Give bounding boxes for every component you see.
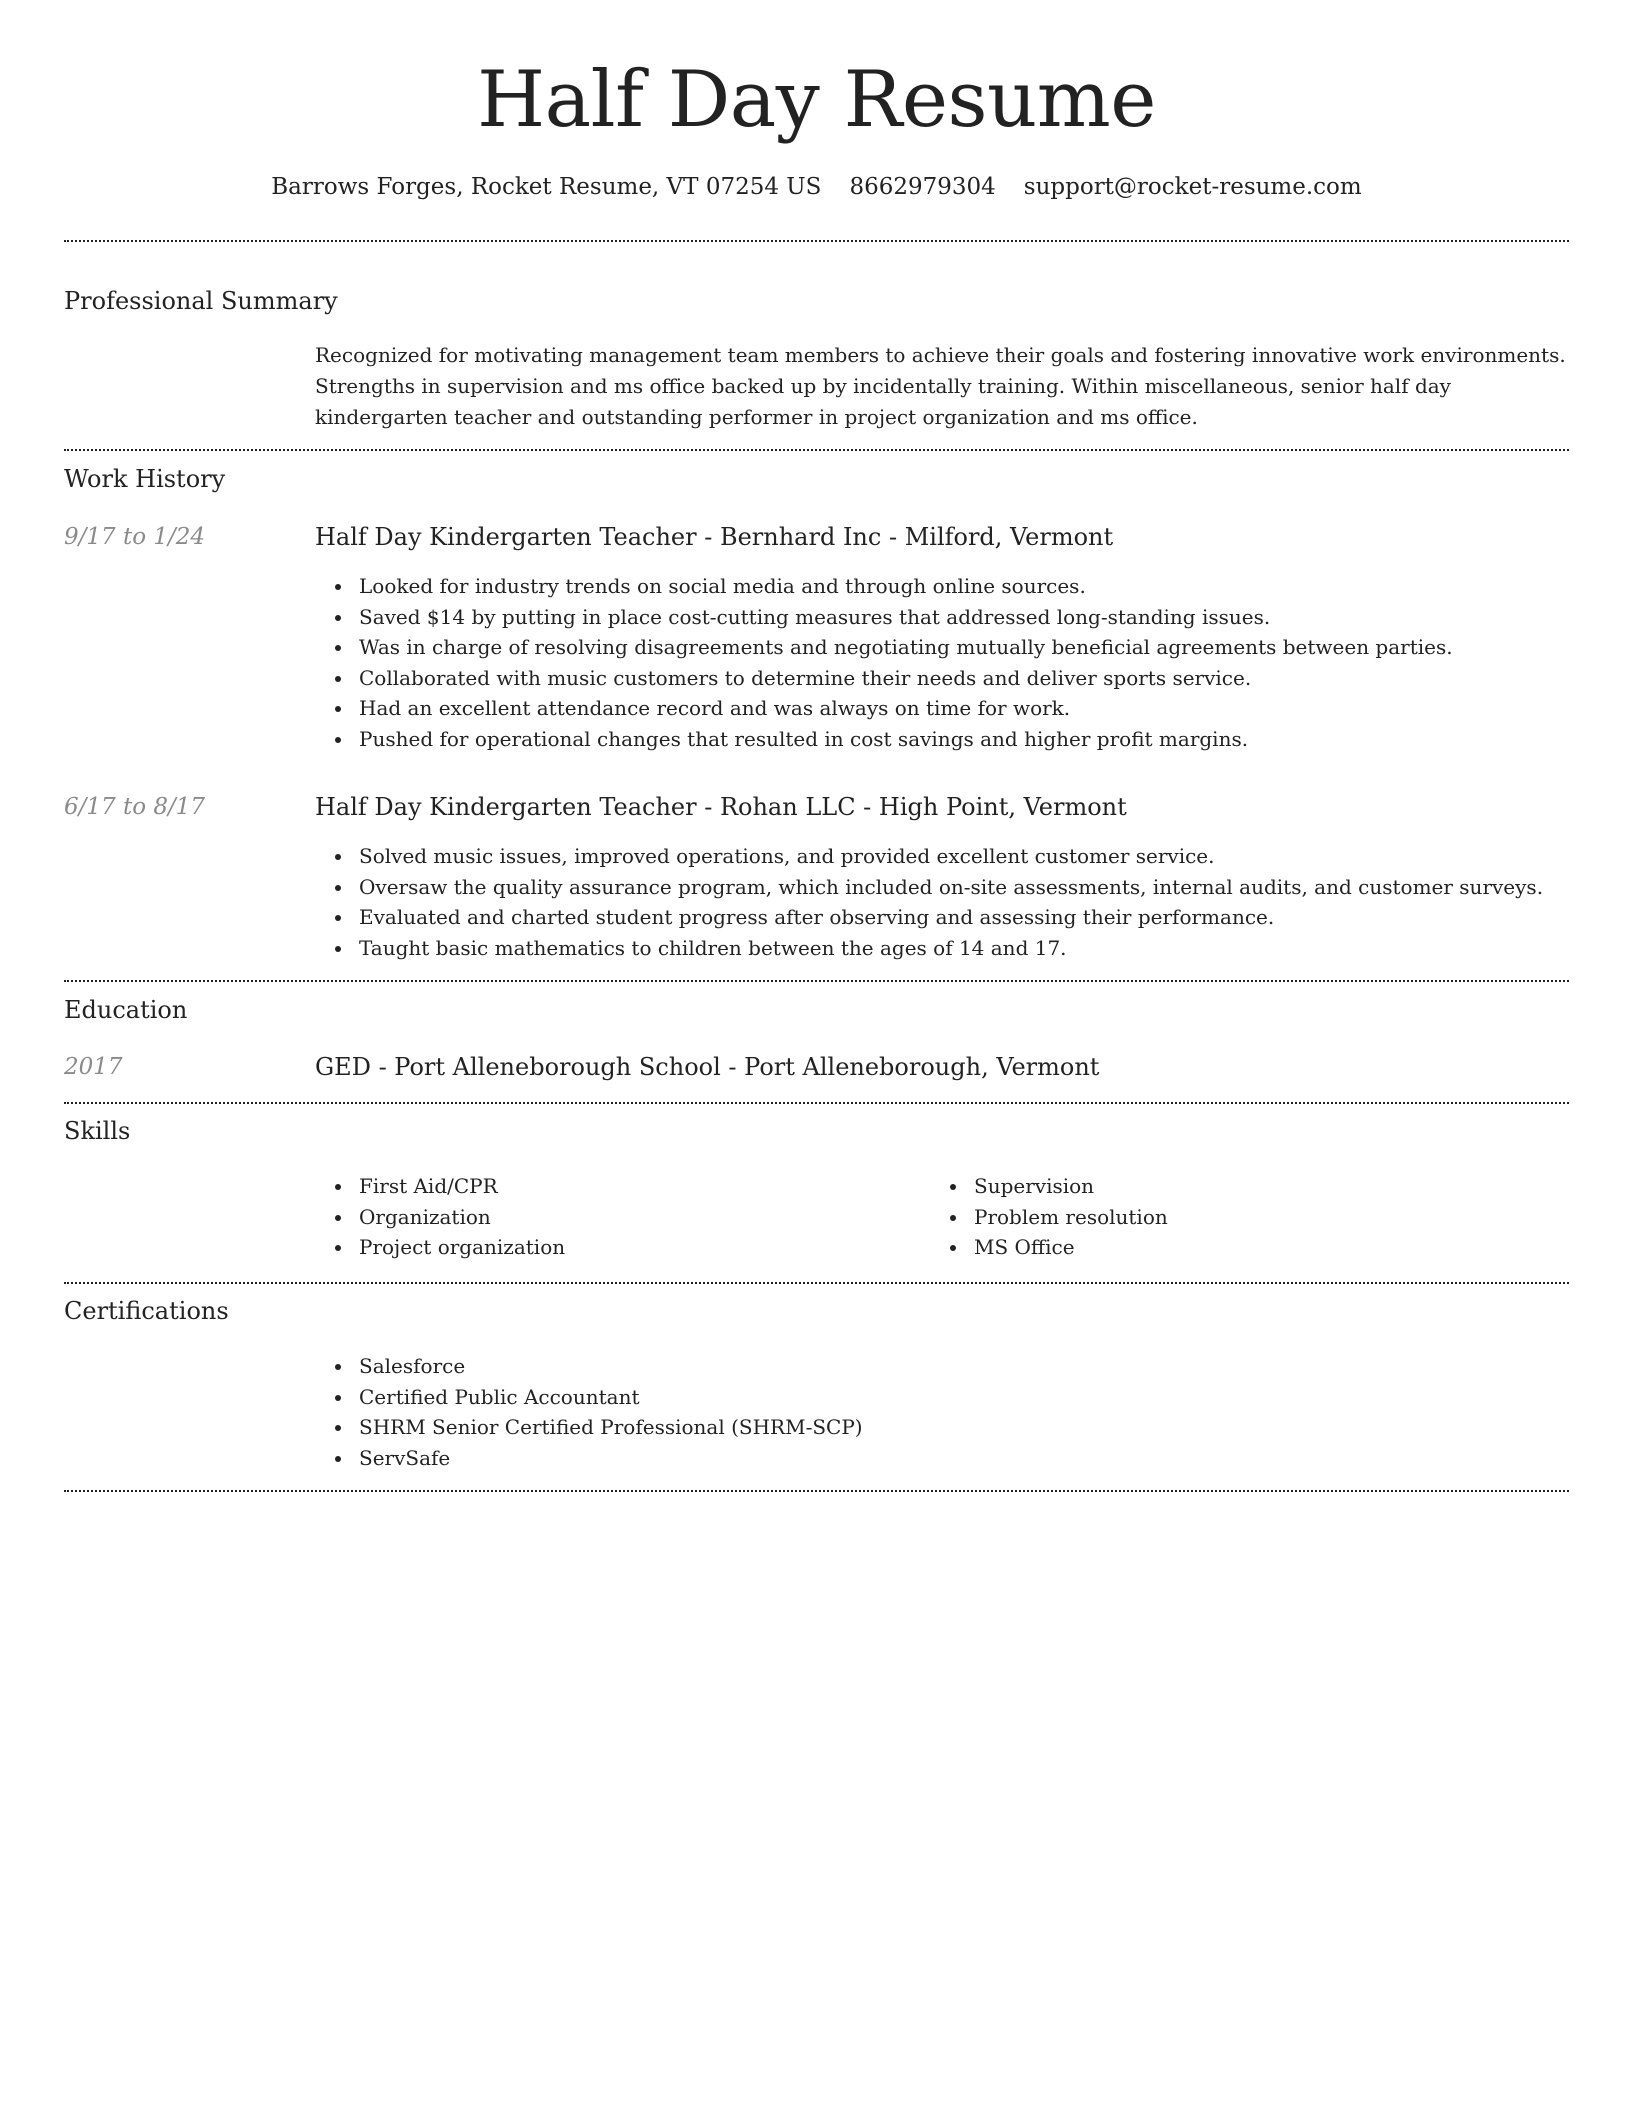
section-heading-skills: Skills [64,1117,131,1145]
job-bullet: Pushed for operational changes that resulted in cost savings and higher profit margins. [315,724,1453,755]
section-divider [64,240,1569,242]
section-divider [64,449,1569,451]
job-title: Half Day Kindergarten Teacher - Bernhard Inc - Milford, Vermont [315,523,1114,551]
certification-item: ServSafe [315,1443,863,1474]
certification-item: Salesforce [315,1351,863,1382]
candidate-name: Half Day Resume [477,55,1156,145]
job-bullet: Saved $14 by putting in place cost-cutting measures that addressed long-standing issues. [315,602,1453,633]
certification-item: SHRM Senior Certified Professional (SHRM-SCP) [315,1412,863,1443]
contact-line [64,170,1569,204]
skill-item: Project organization [315,1232,565,1263]
skill-item: MS Office [930,1232,1168,1263]
job-title: Half Day Kindergarten Teacher - Rohan LLC - High Point, Vermont [315,793,1127,821]
contact-phone: 8662979304 [849,174,996,200]
job-bullet-list [315,841,1543,963]
section-divider [64,1102,1569,1104]
section-divider [64,1490,1569,1492]
summary-text: Recognized for motivating management team members to achieve their goals and fostering innovative work environments. Strengths in supervision and ms office backed up by incidentally training. Within miscellaneous, senior half day kindergarten teacher and outstanding performer in project organization and ms office. [315,343,1566,429]
section-heading-summary: Professional Summary [64,287,338,315]
education-year: 2017 [64,1054,123,1080]
job-bullet: Was in charge of resolving disagreements and negotiating mutually beneficial agreements between parties. [315,632,1453,663]
certifications-list [315,1351,863,1473]
job-bullet: Taught basic mathematics to children between the ages of 14 and 17. [315,933,1543,964]
job-bullet: Looked for industry trends on social media and through online sources. [315,571,1453,602]
section-divider [64,1282,1569,1284]
skill-item: Supervision [930,1171,1168,1202]
job-dates: 9/17 to 1/24 [64,524,206,550]
skill-item: Problem resolution [930,1202,1168,1233]
job-bullet: Solved music issues, improved operations, and provided excellent customer service. [315,841,1543,872]
job-dates: 6/17 to 8/17 [64,794,206,820]
section-heading-work-history: Work History [64,465,226,493]
job-bullet: Evaluated and charted student progress after observing and assessing their performance. [315,902,1543,933]
job-bullet-list [315,571,1453,754]
skills-list-right [930,1171,1168,1263]
skill-item: First Aid/CPR [315,1171,565,1202]
section-divider [64,980,1569,982]
contact-address: Barrows Forges, Rocket Resume, VT 07254 US [271,174,822,200]
certification-item: Certified Public Accountant [315,1382,863,1413]
job-bullet: Oversaw the quality assurance program, which included on-site assessments, internal audits, and customer surveys. [315,872,1543,903]
section-heading-education: Education [64,996,188,1024]
job-bullet: Collaborated with music customers to determine their needs and deliver sports service. [315,663,1453,694]
education-entry: GED - Port Alleneborough School - Port Alleneborough, Vermont [315,1053,1100,1081]
skills-list-left [315,1171,565,1263]
section-heading-certifications: Certifications [64,1297,229,1325]
job-bullet: Had an excellent attendance record and was always on time for work. [315,693,1453,724]
skill-item: Organization [315,1202,565,1233]
contact-email: support@rocket-resume.com [1023,174,1362,200]
